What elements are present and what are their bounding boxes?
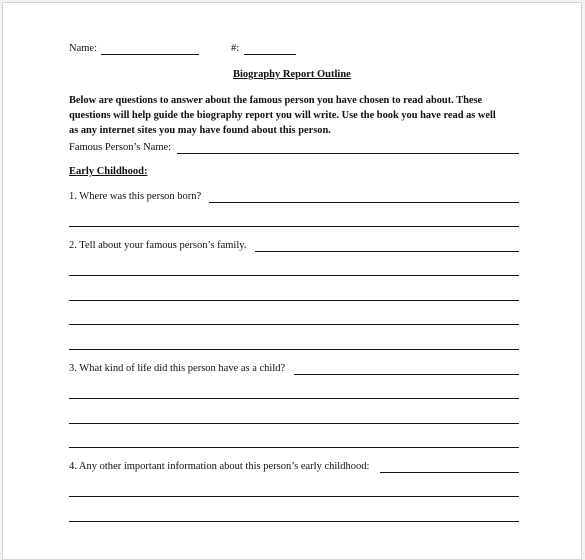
number-field-line[interactable]	[244, 54, 296, 55]
answer-line[interactable]	[69, 398, 519, 399]
intro-line: as any internet sites you may have found about this person.	[69, 125, 331, 136]
intro-paragraph	[69, 93, 529, 138]
answer-line[interactable]	[69, 496, 519, 497]
question-2: 2. Tell about your famous person’s family.	[69, 240, 247, 251]
section-title-early-childhood: Early Childhood:	[69, 166, 148, 177]
answer-line[interactable]	[255, 251, 519, 252]
name-label: Name:	[69, 43, 97, 54]
document-page	[2, 2, 582, 560]
answer-line[interactable]	[69, 275, 519, 276]
answer-line[interactable]	[69, 226, 519, 227]
intro-line: Below are questions to answer about the famous person you have chosen to read about. These	[69, 95, 483, 106]
question-3: 3. What kind of life did this person have as a child?	[69, 363, 286, 374]
name-field-line[interactable]	[101, 54, 199, 55]
document-title: Biography Report Outline	[233, 69, 351, 80]
answer-line[interactable]	[69, 324, 519, 325]
answer-line[interactable]	[209, 202, 519, 203]
question-1: 1. Where was this person born?	[69, 191, 202, 202]
famous-person-label: Famous Person’s Name:	[69, 142, 172, 153]
number-label: #:	[231, 43, 240, 54]
answer-line[interactable]	[69, 349, 519, 350]
answer-line[interactable]	[69, 423, 519, 424]
answer-line[interactable]	[69, 300, 519, 301]
question-4: 4. Any other important information about this person’s early childhood:	[69, 461, 370, 472]
answer-line[interactable]	[69, 447, 519, 448]
intro-line: questions will help guide the biography report you will write. Use the book you have read as well	[69, 110, 496, 121]
famous-person-field-line[interactable]	[177, 153, 519, 154]
answer-line[interactable]	[380, 472, 519, 473]
answer-line[interactable]	[69, 521, 519, 522]
answer-line[interactable]	[294, 374, 519, 375]
